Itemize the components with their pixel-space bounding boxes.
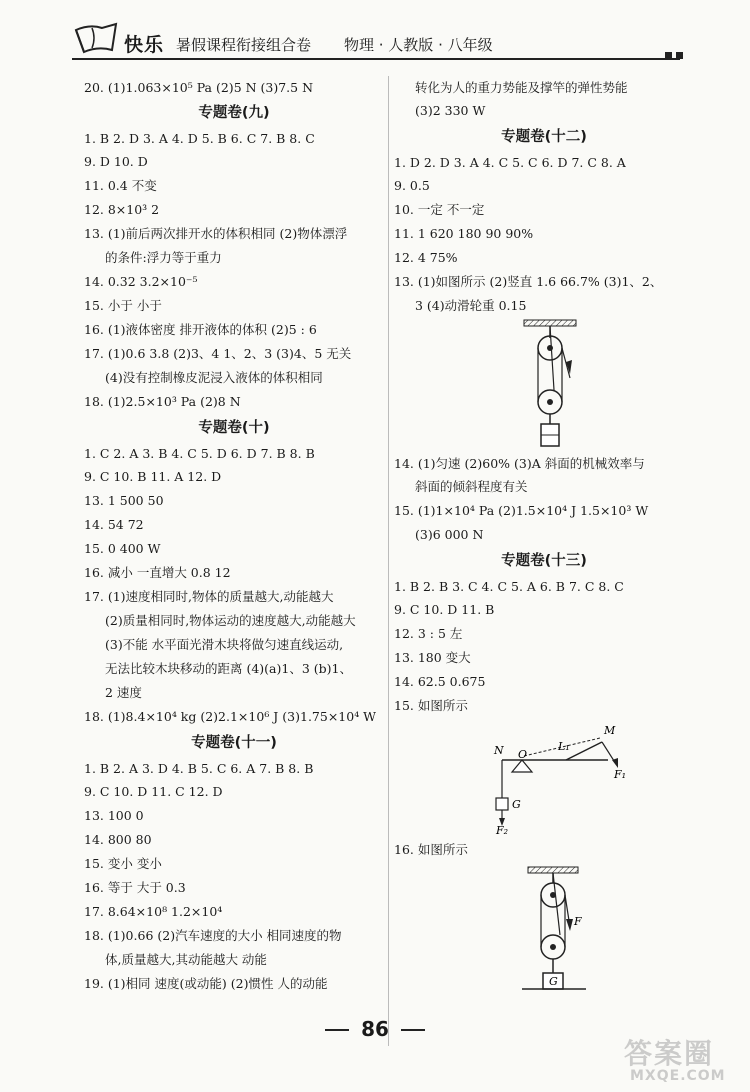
lever-label-O: O [518,748,528,761]
answer-line: 9. C 10. B 11. A 12. D [84,469,222,484]
answer-line: 9. D 10. D [84,154,148,169]
pulley-diagram-2 [394,861,694,1001]
answer-line: 2 速度 [105,685,142,700]
page-number: 86 [361,1017,389,1041]
answer-line: 16. 减小 一直增大 0.8 12 [84,565,231,580]
page-header [0,0,750,74]
pulley-diagram-1 [394,318,694,452]
answer-line: 18. (1)2.5×10³ Pa (2)8 N [84,394,241,409]
answer-line: 20. (1)1.063×10⁵ Pa (2)5 N (3)7.5 N [84,80,314,95]
answer-line: 14. 62.5 0.675 [394,674,486,689]
lever-label-L1: L₁ [558,740,570,753]
answer-line: (3)2 330 W [415,103,486,118]
answer-line: 10. 一定 不一定 [394,202,485,217]
answer-line: 3 (4)动滑轮重 0.15 [415,298,527,313]
answer-line: 12. 4 75% [394,250,458,265]
answer-line: 的条件:浮力等于重力 [105,250,222,265]
footer-rule [325,1029,349,1031]
answer-line: 16. 如图所示 [394,842,468,857]
answer-line: 14. 800 80 [84,832,152,847]
answer-line: 15. (1)1×10⁴ Pa (2)1.5×10⁴ J 1.5×10³ W [394,503,649,518]
lever-label-N: N [494,744,504,757]
section-title: 专题卷(十二) [501,129,587,145]
answer-line: 12. 8×10³ 2 [84,202,160,217]
answer-line: 17. (1)0.6 3.8 (2)3、4 1、2、3 (3)4、5 无关 [84,346,352,361]
section-title: 专题卷(十一) [191,735,277,751]
lever-label-G: G [512,798,521,811]
answer-line: 13. (1)如图所示 (2)竖直 1.6 66.7% (3)1、2、 [394,274,663,289]
right-column [394,76,694,1001]
pulley-label-G: G [549,975,558,988]
answer-line: 14. 54 72 [84,517,144,532]
left-column [84,76,384,996]
answer-line: 17. 8.64×10⁸ 1.2×10⁴ [84,904,223,919]
answer-line: 转化为人的重力势能及撑竿的弹性势能 [415,80,628,95]
section-title: 专题卷(十) [198,420,270,436]
pulley-system-icon [394,861,694,1001]
answer-line: (3)不能 水平面光滑木块将做匀速直线运动, [105,637,344,652]
answer-line: 14. (1)匀速 (2)60% (3)A 斜面的机械效率与 [394,456,645,471]
section-title: 专题卷(九) [198,105,270,121]
answer-line: 17. (1)速度相同时,物体的质量越大,动能越大 [84,589,334,604]
answer-line: 无法比较木块移动的距离 (4)(a)1、3 (b)1、 [105,661,352,676]
answer-line: 1. C 2. A 3. B 4. C 5. D 6. D 7. B 8. B [84,446,315,461]
watermark-text: 答案圈 [624,1037,715,1070]
answer-line: 16. 等于 大于 0.3 [84,880,186,895]
watermark-logo [620,1032,746,1090]
answer-line: 11. 1 620 180 90 90% [394,226,534,241]
series-title: 暑假课程衔接组合卷 [176,36,312,54]
header-rule [72,58,680,60]
answer-line: 1. B 2. B 3. C 4. C 5. A 6. B 7. C 8. C [394,579,624,594]
answer-line: 16. (1)液体密度 排开液体的体积 (2)5 : 6 [84,322,317,337]
watermark-site: MXQE.COM [630,1068,726,1084]
answer-line: 15. 变小 变小 [84,856,162,871]
answer-line: 13. (1)前后两次排开水的体积相同 (2)物体漂浮 [84,226,348,241]
lever-diagram [394,718,694,838]
answer-line: 9. C 10. D 11. B [394,602,495,617]
book-logo-icon [72,22,120,56]
lever-label-F1: F₁ [614,768,627,781]
answer-line: (4)没有控制橡皮泥浸入液体的体积相同 [105,370,323,385]
answer-line: 19. (1)相同 速度(或动能) (2)惯性 人的动能 [84,976,328,991]
answer-line: 9. C 10. D 11. C 12. D [84,784,223,799]
answer-line: 13. 1 500 50 [84,493,164,508]
answer-line: 12. 3 : 5 左 [394,626,463,641]
answer-line: 13. 100 0 [84,808,144,823]
answer-line: 体,质量越大,其动能越大 动能 [105,952,267,967]
pulley-system-icon [394,318,694,452]
answer-line: 18. (1)8.4×10⁴ kg (2)2.1×10⁶ J (3)1.75×10⁴ W [84,709,377,724]
section-title: 专题卷(十三) [501,553,587,569]
lever-label-M: M [604,724,616,737]
answer-line: 15. 0 400 W [84,541,161,556]
answer-line: (2)质量相同时,物体运动的速度越大,动能越大 [105,613,356,628]
answer-line: 1. B 2. A 3. D 4. B 5. C 6. A 7. B 8. B [84,761,314,776]
answer-line: 18. (1)0.66 (2)汽车速度的大小 相同速度的物 [84,928,342,943]
answer-line: 1. B 2. D 3. A 4. D 5. B 6. C 7. B 8. C [84,131,315,146]
header-square-icon [676,52,683,59]
answer-line: 斜面的倾斜程度有关 [415,479,528,494]
lever-label-F2: F₂ [496,824,509,837]
pulley-label-F: F [574,915,582,928]
answer-line: 11. 0.4 不变 [84,178,157,193]
header-square-icon [665,52,672,59]
column-divider [388,76,389,1046]
answer-line: 15. 如图所示 [394,698,468,713]
answer-line: 9. 0.5 [394,178,430,193]
answer-line: 13. 180 变大 [394,650,471,665]
answer-line: 14. 0.32 3.2×10⁻⁵ [84,274,198,289]
brand-title: 快乐 [124,34,165,56]
subject-grade: 物理 · 人教版 · 八年级 [344,36,493,54]
footer-rule [401,1029,425,1031]
answer-line: (3)6 000 N [415,527,484,542]
lever-icon [394,718,694,838]
answer-line: 15. 小于 小于 [84,298,162,313]
answer-line: 1. D 2. D 3. A 4. C 5. C 6. D 7. C 8. A [394,155,626,170]
